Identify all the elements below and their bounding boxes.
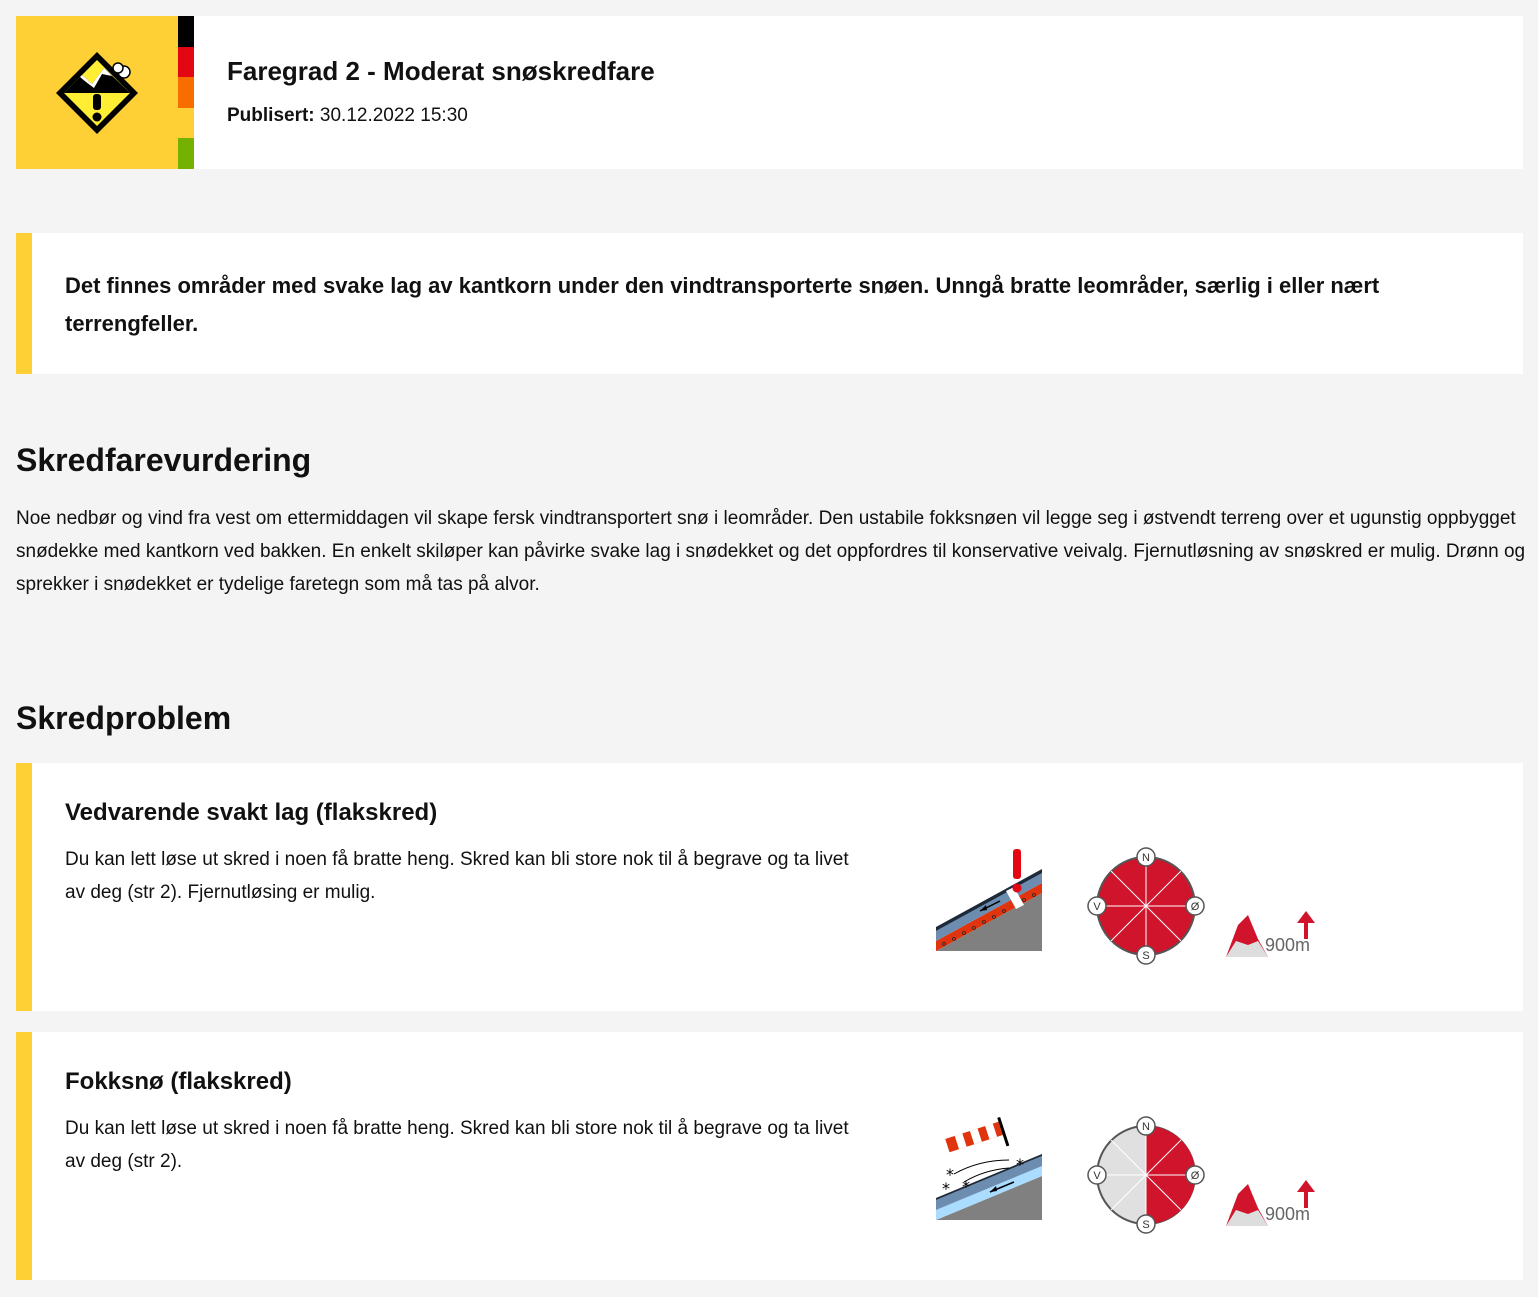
rose-east-label: Ø	[1190, 901, 1200, 913]
rose-south-label: S	[1142, 1219, 1150, 1231]
rose-west-label: V	[1093, 901, 1101, 913]
danger-level-header	[16, 16, 1523, 169]
scale-level-1	[178, 138, 194, 169]
scale-level-5	[178, 16, 194, 47]
problem-card	[16, 763, 1523, 1011]
assessment-title: Skredfarevurdering	[16, 442, 312, 478]
avalanche-warning-icon	[52, 48, 142, 138]
scale-level-3	[178, 77, 194, 108]
svg-text:*: *	[1016, 1155, 1024, 1174]
rose-west-label: V	[1093, 1170, 1101, 1182]
assessment-text: Noe nedbør og vind fra vest om ettermiddagen vil skape fersk vindtransportert snø i leområder. Den ustabile fokksnøen vil legge seg i østvendt terreng over et ugunstig oppbygget snødekke med kantkorn ved bakken. En enkelt skiløper kan påvirke svake lag i snødekket og det oppfordres til konservative veivalg. Fjernutløsning av snøskred er mulig. Drønn og sprekker i snødekket er tydelige faretegn som må tas på alvor.	[16, 508, 1526, 595]
svg-text:*: *	[942, 1179, 950, 1198]
rose-south-label: S	[1142, 950, 1150, 962]
problems-title: Skredproblem	[16, 700, 232, 736]
published-value: 30.12.2022 15:30	[319, 105, 468, 126]
danger-level-title: Faregrad 2 - Moderat snøskredfare	[227, 56, 655, 86]
elevation-label: 900m	[1265, 1204, 1311, 1224]
danger-level-icon-box	[16, 16, 178, 169]
problem-text: Du kan lett løse ut skred i noen få bratte heng. Skred kan bli store nok til å begrave og ta livet av deg (str 2).	[65, 1118, 849, 1172]
persistent-weak-layer-icon	[934, 843, 1044, 953]
published-info	[227, 105, 655, 127]
problem-title: Fokksnø (flakskred)	[65, 1068, 292, 1095]
scale-level-2	[178, 108, 194, 139]
exposition-rose	[1085, 1114, 1207, 1236]
rose-east-label: Ø	[1190, 1170, 1200, 1182]
rose-north-label: N	[1142, 1121, 1150, 1133]
published-label: Publisert:	[227, 105, 315, 126]
svg-text:*: *	[962, 1177, 970, 1196]
problem-text: Du kan lett løse ut skred i noen få bratte heng. Skred kan bli store nok til å begrave og ta livet av deg (str 2). Fjernutløsing er mulig.	[65, 849, 849, 903]
exposition-rose	[1085, 845, 1207, 967]
wind-slab-icon	[934, 1112, 1044, 1222]
problem-title: Vedvarende svakt lag (flakskred)	[65, 799, 438, 826]
elevation-label: 900m	[1265, 935, 1311, 955]
main-message: Det finnes områder med svake lag av kantkorn under den vindtransporterte snøen. Unngå bratte leområder, særlig i eller nært terrengfeller.	[16, 233, 1523, 374]
svg-text:*: *	[946, 1165, 954, 1184]
rose-north-label: N	[1142, 852, 1150, 864]
problem-card	[16, 1032, 1523, 1280]
scale-level-4	[178, 47, 194, 78]
danger-scale	[178, 16, 194, 169]
